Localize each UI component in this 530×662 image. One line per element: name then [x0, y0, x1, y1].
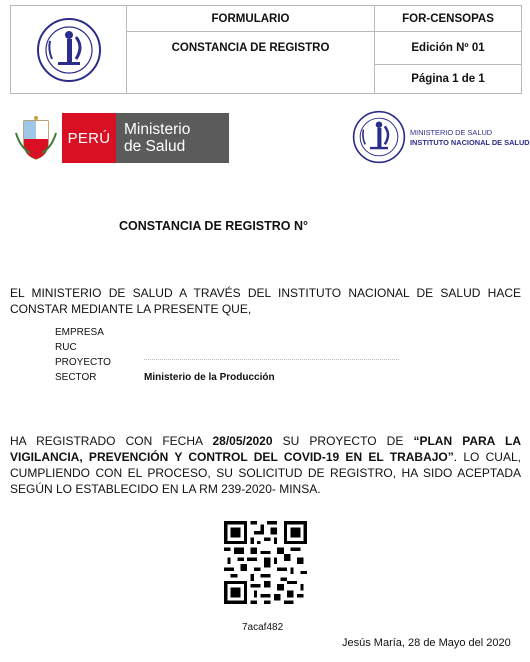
header-logo-cell — [11, 6, 127, 93]
ins-seal-small-icon — [352, 110, 406, 164]
sector-value: Ministerio de la Producción — [144, 372, 275, 383]
ins-logo-line2: INSTITUTO NACIONAL DE SALUD — [410, 138, 530, 147]
header-doc-title: CONSTANCIA DE REGISTRO — [127, 32, 375, 93]
minsa-logo — [10, 113, 229, 163]
edition-number: Edición Nº 01 — [375, 32, 521, 65]
ins-logo-line1: MINISTERIO DE SALUD — [410, 128, 493, 137]
intro-paragraph — [10, 285, 521, 317]
document-header-table — [10, 5, 522, 94]
registration-paragraph — [10, 433, 521, 497]
certificate-title: CONSTANCIA DE REGISTRO N° — [119, 219, 309, 233]
body-line-3: CUMPLIENDO CON EL PROCESO, SU SOLICITUD DE REGISTRO, HA SIDO ACEPTADA — [10, 466, 521, 480]
plan-title-start: “PLAN PARA LA — [413, 434, 522, 448]
sector-label: SECTOR — [55, 372, 97, 383]
peru-label: PERÚ — [62, 113, 116, 163]
intro-line-2: CONSTAR MEDIANTE LA PRESENTE QUE, — [10, 302, 252, 316]
redacted-value — [144, 359, 399, 362]
form-label: FORMULARIO — [127, 6, 375, 32]
ministerio-de-salud-label — [116, 113, 229, 163]
qr-code — [224, 520, 307, 605]
ins-logo — [352, 108, 530, 166]
place-and-date: Jesús María, 28 de Mayo del 2020 — [342, 637, 511, 649]
body-line-4: SEGÚN LO ESTABLECIDO EN LA RM 239-2020- MINSA. — [10, 482, 321, 496]
proyecto-label: PROYECTO — [55, 357, 111, 368]
peru-coat-of-arms-icon — [10, 113, 62, 163]
ministerio-line1: Ministerio — [124, 121, 191, 138]
body-line-2 — [10, 449, 521, 465]
body-line-1 — [10, 433, 521, 449]
body-text: SU PROYECTO DE — [272, 434, 414, 448]
verification-code: 7acaf482 — [242, 622, 284, 633]
ruc-label: RUC — [55, 342, 77, 353]
page-number: Página 1 de 1 — [411, 73, 485, 85]
body-text: HA REGISTRADO CON FECHA — [10, 434, 213, 448]
registration-date: 28/05/2020 — [212, 434, 273, 448]
form-code: FOR-CENSOPAS — [375, 6, 521, 32]
plan-title-end: VIGILANCIA, PREVENCIÓN Y CONTROL DEL COVID-19 EN EL TRABAJO” — [10, 450, 454, 464]
empresa-label: EMPRESA — [55, 327, 104, 338]
ministerio-line2: de Salud — [124, 138, 186, 155]
ins-seal-logo — [36, 17, 102, 83]
intro-line-1: EL MINISTERIO DE SALUD A TRAVÉS DEL INSTITUTO NACIONAL DE SALUD HACE — [10, 286, 521, 300]
body-text: . LO CUAL, — [453, 450, 521, 464]
